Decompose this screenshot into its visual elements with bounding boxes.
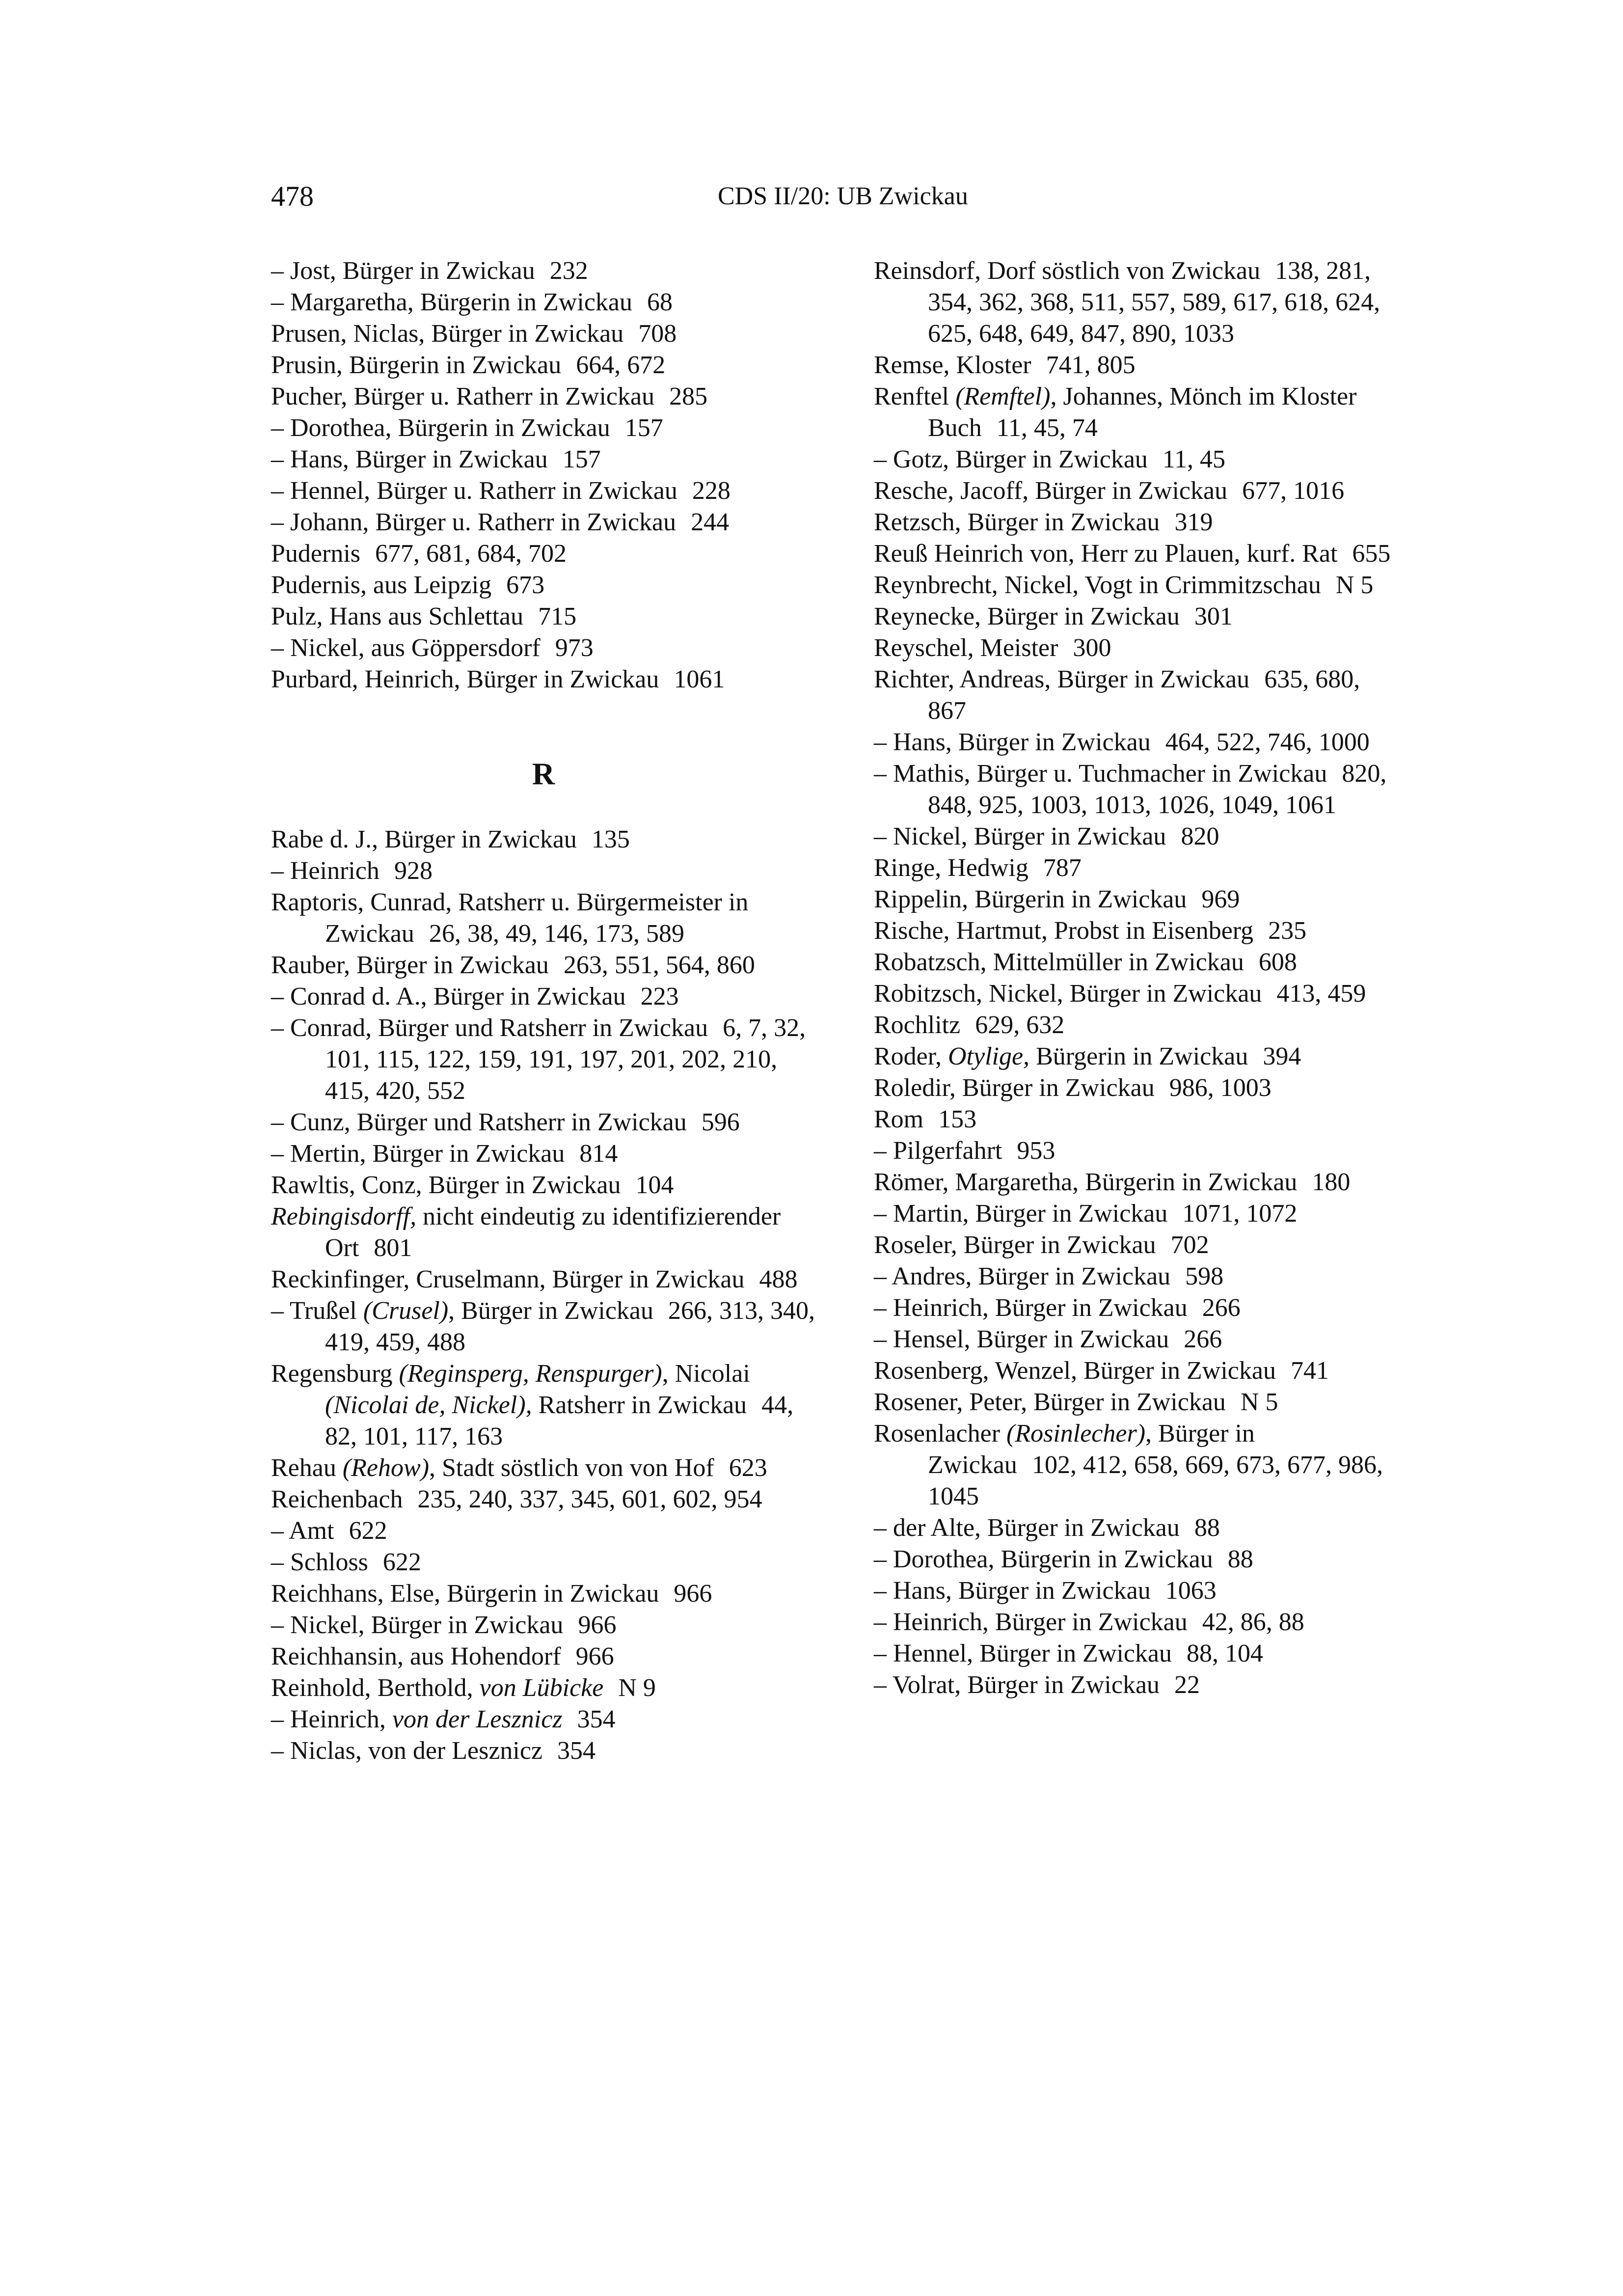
entry-text: Roledir, Bürger in Zwickau <box>874 1074 1155 1102</box>
entry-text: – Mertin, Bürger in Zwickau <box>271 1140 565 1168</box>
entry-page-refs: 104 <box>635 1171 674 1199</box>
entry-text: Reichhansin, aus Hohendorf <box>271 1642 561 1670</box>
entries-r <box>271 824 821 1767</box>
index-entry <box>874 1292 1404 1324</box>
index-entry <box>271 570 816 601</box>
index-entry <box>271 1515 816 1547</box>
entry-text: Reinhold, Berthold, <box>271 1674 480 1702</box>
entry-page-refs: 464, 522, 746, 1000 <box>1165 728 1370 756</box>
entry-page-refs: 153 <box>938 1105 977 1133</box>
entry-text: – Hennel, Bürger u. Ratherr in Zwickau <box>271 477 677 505</box>
index-entry <box>271 1547 816 1578</box>
entry-text: – Nickel, Bürger in Zwickau <box>271 1611 564 1639</box>
entry-page-refs: 413, 459 <box>1276 980 1366 1008</box>
entry-page-refs: 973 <box>555 634 594 662</box>
entry-text: Rische, Hartmut, Probst in Eisenberg <box>874 917 1254 945</box>
entry-text: Purbard, Heinrich, Bürger in Zwickau <box>271 665 659 693</box>
entry-text: – Dorothea, Bürgerin in Zwickau <box>874 1545 1213 1573</box>
entry-text: – Trußel <box>271 1297 363 1325</box>
page-header <box>271 177 968 216</box>
entry-text: – Conrad d. A., Bürger in Zwickau <box>271 983 626 1011</box>
index-entry <box>271 1170 816 1201</box>
index-entry <box>874 601 1404 632</box>
entry-page-refs: 969 <box>1201 885 1240 913</box>
running-title: CDS II/20: UB Zwickau <box>718 182 968 210</box>
entry-page-refs: 228 <box>692 477 730 505</box>
entry-page-refs: 741, 805 <box>1046 351 1136 379</box>
entry-page-refs: 966 <box>674 1580 712 1608</box>
entry-page-refs: 22 <box>1174 1671 1200 1699</box>
entry-text: – Hans, Bürger in Zwickau <box>874 728 1151 756</box>
entry-text: – Nickel, aus Göppersdorf <box>271 634 541 662</box>
entries-right <box>874 255 1404 1701</box>
entry-text: – Margaretha, Bürgerin in Zwickau <box>271 288 632 316</box>
entry-page-refs: 135 <box>591 825 630 853</box>
entry-italic-text: Rebingisdorff, <box>271 1203 417 1230</box>
index-entry <box>271 255 816 287</box>
index-entry <box>271 381 816 412</box>
index-entry <box>271 855 816 887</box>
index-entry <box>271 950 816 981</box>
index-entry <box>271 1358 816 1452</box>
entry-page-refs: 953 <box>1017 1137 1055 1165</box>
entry-text: Ringe, Hedwig <box>874 854 1028 882</box>
entry-text: – Dorothea, Bürgerin in Zwickau <box>271 414 610 442</box>
index-entry <box>874 1607 1404 1638</box>
entry-text: – Hans, Bürger in Zwickau <box>271 445 548 473</box>
index-entry <box>271 1201 816 1264</box>
entry-page-refs: 394 <box>1263 1042 1301 1070</box>
entry-text: – Heinrich, Bürger in Zwickau <box>874 1294 1188 1322</box>
entry-text: – Hennel, Bürger in Zwickau <box>874 1640 1172 1667</box>
entry-text: – Amt <box>271 1517 334 1545</box>
entry-text: Reuß Heinrich von, Herr zu Plauen, kurf. Rat <box>874 540 1338 568</box>
entry-text: Rippelin, Bürgerin in Zwickau <box>874 885 1187 913</box>
entry-page-refs: 1063 <box>1165 1577 1217 1605</box>
entry-text: – Conrad, Bürger und Ratsherr in Zwickau <box>271 1014 708 1042</box>
entry-italic-text: von der Lesznicz <box>392 1705 563 1733</box>
entry-page-refs: 266 <box>1184 1325 1222 1353</box>
index-entry <box>874 1387 1404 1418</box>
index-entry <box>271 1107 816 1138</box>
entry-text: Römer, Margaretha, Bürgerin in Zwickau <box>874 1168 1298 1196</box>
entry-text: – der Alte, Bürger in Zwickau <box>874 1514 1180 1542</box>
index-entry <box>271 318 816 350</box>
entry-page-refs: 1071, 1072 <box>1182 1200 1298 1228</box>
entry-page-refs: 11, 45 <box>1162 445 1225 473</box>
entry-page-refs: 138, 281, 354, 362, 368, 511, 557, 589, 617, 618, 624, 625, 648, 649, 847, 890, 1033 <box>928 257 1387 348</box>
index-entry <box>874 1355 1404 1387</box>
entry-page-refs: 319 <box>1174 508 1213 536</box>
index-entry <box>874 1544 1404 1575</box>
entry-page-refs: 157 <box>562 445 601 473</box>
index-entry <box>874 444 1404 475</box>
index-entry <box>874 1104 1404 1135</box>
entry-text: Reinsdorf, Dorf söstlich von Zwickau <box>874 257 1261 285</box>
index-entry <box>874 507 1404 538</box>
index-entry <box>874 255 1404 350</box>
index-entry <box>874 381 1404 444</box>
entry-text: – Hensel, Bürger in Zwickau <box>874 1325 1169 1353</box>
entry-italic-text: Otylige, <box>948 1042 1030 1070</box>
entry-page-refs: 263, 551, 564, 860 <box>563 951 755 979</box>
index-entry <box>874 1261 1404 1292</box>
index-entry <box>271 1704 816 1735</box>
entry-page-refs: 966 <box>578 1611 617 1639</box>
entry-text: , Stadt söstlich von von Hof <box>429 1454 714 1482</box>
entry-text: – Pilgerfahrt <box>874 1137 1002 1165</box>
index-entry <box>271 1452 816 1484</box>
entry-text: – Heinrich, <box>271 1705 392 1733</box>
index-entry <box>271 632 816 664</box>
index-entry <box>271 981 816 1012</box>
entry-text: Pudernis, aus Leipzig <box>271 571 492 599</box>
entry-page-refs: 820, 848, 925, 1003, 1013, 1026, 1049, 1061 <box>928 760 1393 819</box>
index-entry <box>271 412 816 444</box>
index-entry <box>874 1041 1404 1072</box>
entry-page-refs: 814 <box>579 1140 618 1168</box>
entry-text: Pudernis <box>271 540 360 568</box>
index-entry <box>874 350 1404 381</box>
index-entry <box>271 350 816 381</box>
entry-text: Regensburg <box>271 1360 399 1388</box>
entry-page-refs: 608 <box>1258 948 1297 976</box>
entry-page-refs: 966 <box>575 1642 614 1670</box>
entry-page-refs: 285 <box>669 383 708 410</box>
index-entry <box>874 1638 1404 1669</box>
entry-page-refs: 598 <box>1185 1262 1224 1290</box>
entry-page-refs: 488 <box>759 1265 798 1293</box>
entry-text: – Heinrich, Bürger in Zwickau <box>874 1608 1188 1636</box>
entry-page-refs: 11, 45, 74 <box>996 414 1098 442</box>
index-entry <box>271 538 816 570</box>
entry-text: Remse, Kloster <box>874 351 1031 379</box>
entry-page-refs: 708 <box>638 320 677 348</box>
entry-page-refs: 928 <box>394 857 433 885</box>
entry-page-refs: 26, 38, 49, 146, 173, 589 <box>429 920 684 948</box>
entry-text: , Nicolai <box>662 1360 757 1388</box>
entry-page-refs: N 5 <box>1240 1388 1278 1416</box>
index-entry <box>874 475 1404 507</box>
entry-text: – Heinrich <box>271 857 379 885</box>
entry-page-refs: 702 <box>1170 1231 1209 1259</box>
entry-page-refs: 715 <box>538 602 577 630</box>
entry-page-refs: 232 <box>549 257 588 285</box>
index-entry <box>874 664 1404 727</box>
entry-page-refs: 677, 1016 <box>1242 477 1345 505</box>
entry-page-refs: 635, 680, 867 <box>928 665 1367 725</box>
entry-page-refs: 157 <box>624 414 663 442</box>
entry-page-refs: 622 <box>349 1517 387 1545</box>
entry-page-refs: 88 <box>1194 1514 1220 1542</box>
index-column-left <box>271 255 821 1767</box>
entry-text: Robatzsch, Mittelmüller in Zwickau <box>874 948 1244 976</box>
index-entry <box>874 947 1404 978</box>
index-entry <box>271 887 816 950</box>
index-entry <box>874 1230 1404 1261</box>
entry-text: Rosenlacher <box>874 1420 1007 1448</box>
entry-page-refs: 301 <box>1194 602 1233 630</box>
entry-page-refs: 180 <box>1312 1168 1351 1196</box>
index-entry <box>271 1578 816 1610</box>
entry-page-refs: 6, 7, 32, 101, 115, 122, 159, 191, 197, 201, 202, 210, 415, 420, 552 <box>325 1014 812 1105</box>
entry-text: Rosener, Peter, Bürger in Zwickau <box>874 1388 1226 1416</box>
entry-text: Rosenberg, Wenzel, Bürger in Zwickau <box>874 1357 1276 1385</box>
entry-page-refs: 664, 672 <box>576 351 666 379</box>
entry-page-refs: 623 <box>729 1454 767 1482</box>
index-entry <box>271 444 816 475</box>
index-entry <box>874 1135 1404 1167</box>
entry-page-refs: 673 <box>506 571 545 599</box>
index-entry <box>874 1010 1404 1041</box>
index-entry <box>271 1735 816 1767</box>
entry-text: – Jost, Bürger in Zwickau <box>271 257 535 285</box>
entry-text: Rom <box>874 1105 924 1133</box>
entry-page-refs: 354 <box>577 1705 616 1733</box>
entry-text: , Bürger in Zwickau <box>448 1297 653 1325</box>
page-number: 478 <box>271 180 314 212</box>
entry-italic-text: von Lübicke <box>479 1674 604 1702</box>
entry-text: Prusen, Niclas, Bürger in Zwickau <box>271 320 624 348</box>
entry-text: , Johannes, Mönch im Kloster Buch <box>928 383 1363 442</box>
entry-text: Rochlitz <box>874 1011 961 1039</box>
entry-text: Bürgerin in Zwickau <box>1029 1042 1248 1070</box>
index-column-right <box>874 255 1404 1701</box>
index-entry <box>874 884 1404 915</box>
entry-page-refs: 266, 313, 340, 419, 459, 488 <box>325 1297 821 1356</box>
entry-page-refs: 42, 86, 88 <box>1202 1608 1304 1636</box>
entry-text: – Gotz, Bürger in Zwickau <box>874 445 1148 473</box>
entry-page-refs: 820 <box>1181 822 1219 850</box>
index-entry <box>271 1012 816 1107</box>
entry-page-refs: 235 <box>1268 917 1307 945</box>
index-entry <box>874 1167 1404 1198</box>
entry-page-refs: 68 <box>647 288 673 316</box>
entry-page-refs: 354 <box>557 1737 596 1765</box>
entries-p <box>271 255 816 695</box>
index-entry <box>271 1295 821 1358</box>
index-entry <box>874 978 1404 1010</box>
index-entry <box>271 1672 816 1704</box>
entry-text: Rawltis, Conz, Bürger in Zwickau <box>271 1171 621 1199</box>
index-entry <box>874 727 1404 758</box>
entry-text: Prusin, Bürgerin in Zwickau <box>271 351 562 379</box>
entry-italic-text: (Rehow) <box>342 1454 430 1482</box>
entry-text: Ratsherr in Zwickau <box>532 1391 747 1419</box>
entry-italic-text: (Crusel) <box>363 1297 449 1325</box>
entry-text: Renftel <box>874 383 956 410</box>
index-entry <box>271 664 816 695</box>
entry-text: Rabe d. J., Bürger in Zwickau <box>271 825 577 853</box>
entry-text: Reynbrecht, Nickel, Vogt in Crimmitzschau <box>874 571 1321 599</box>
index-entry <box>271 1484 816 1515</box>
entry-page-refs: 787 <box>1043 854 1082 882</box>
entry-page-refs: 655 <box>1352 540 1391 568</box>
index-entry <box>271 1264 816 1295</box>
index-entry <box>271 1610 816 1641</box>
entry-page-refs: 986, 1003 <box>1169 1074 1271 1102</box>
entry-text: – Volrat, Bürger in Zwickau <box>874 1671 1160 1699</box>
index-entry <box>874 1669 1404 1701</box>
entry-text: – Martin, Bürger in Zwickau <box>874 1200 1168 1228</box>
entry-text: nicht eindeutig zu identifizierender Ort <box>325 1203 787 1262</box>
entry-page-refs: 102, 412, 658, 669, 673, 677, 986, 1045 <box>928 1451 1389 1510</box>
entry-italic-text: (Reginsperg, Renspurger) <box>399 1360 662 1388</box>
entry-text: – Mathis, Bürger u. Tuchmacher in Zwickau <box>874 760 1327 788</box>
entry-page-refs: 677, 681, 684, 702 <box>375 540 567 568</box>
entry-page-refs: 223 <box>640 983 679 1011</box>
index-entry <box>874 1324 1404 1355</box>
entry-text: Raptoris, Cunrad, Ratsherr u. Bürgermeister in Zwickau <box>271 888 755 948</box>
entry-text: – Cunz, Bürger und Ratsherr in Zwickau <box>271 1108 687 1136</box>
index-entry <box>271 601 816 632</box>
entry-page-refs: 300 <box>1073 634 1111 662</box>
entry-text: Resche, Jacoff, Bürger in Zwickau <box>874 477 1228 505</box>
index-entry <box>874 915 1404 947</box>
index-entry <box>874 758 1404 821</box>
entry-text: – Nickel, Bürger in Zwickau <box>874 822 1166 850</box>
entry-page-refs: 596 <box>701 1108 740 1136</box>
index-entry <box>874 632 1404 664</box>
entry-page-refs: 88 <box>1227 1545 1253 1573</box>
index-entry <box>271 1138 816 1170</box>
section-letter: R <box>532 756 555 791</box>
index-entry <box>271 824 816 855</box>
entry-text: Roder, <box>874 1042 948 1070</box>
entry-text: Rehau <box>271 1454 343 1482</box>
entry-page-refs: 622 <box>382 1548 421 1576</box>
index-entry <box>874 1512 1404 1544</box>
entry-text: – Niclas, von der Lesznicz <box>271 1737 543 1765</box>
index-entry <box>874 570 1404 601</box>
entry-page-refs: 741 <box>1290 1357 1329 1385</box>
entry-text: – Hans, Bürger in Zwickau <box>874 1577 1151 1605</box>
index-entry <box>271 507 816 538</box>
entry-page-refs: N 9 <box>618 1674 656 1702</box>
index-entry <box>874 538 1404 570</box>
entry-page-refs: N 5 <box>1335 571 1374 599</box>
entry-page-refs: 801 <box>374 1234 412 1262</box>
entry-page-refs: 1061 <box>674 665 725 693</box>
entry-text: Retzsch, Bürger in Zwickau <box>874 508 1160 536</box>
entry-text: Reynecke, Bürger in Zwickau <box>874 602 1180 630</box>
entry-text: Roseler, Bürger in Zwickau <box>874 1231 1156 1259</box>
index-entry <box>874 1072 1404 1104</box>
entry-page-refs: 88, 104 <box>1187 1640 1263 1667</box>
entry-page-refs: 244 <box>691 508 730 536</box>
entry-text: Robitzsch, Nickel, Bürger in Zwickau <box>874 980 1262 1008</box>
entry-italic-text: (Remftel) <box>955 383 1051 410</box>
entry-text: Reyschel, Meister <box>874 634 1058 662</box>
entry-italic-text: (Nicolai de, Nickel), <box>325 1391 532 1419</box>
entry-text: Pulz, Hans aus Schlettau <box>271 602 524 630</box>
entry-page-refs: 266 <box>1202 1294 1241 1322</box>
index-entry <box>271 1641 816 1672</box>
entry-page-refs: 235, 240, 337, 345, 601, 602, 954 <box>417 1485 762 1513</box>
entry-text: Rauber, Bürger in Zwickau <box>271 951 549 979</box>
entry-text: Richter, Andreas, Bürger in Zwickau <box>874 665 1250 693</box>
entry-text: Reichenbach <box>271 1485 403 1513</box>
entry-text: – Johann, Bürger u. Ratherr in Zwickau <box>271 508 676 536</box>
entry-italic-text: (Rosinlecher) <box>1006 1420 1146 1448</box>
index-entry <box>874 1198 1404 1230</box>
entry-text: Reichhans, Else, Bürgerin in Zwickau <box>271 1580 659 1608</box>
entry-text: – Andres, Bürger in Zwickau <box>874 1262 1171 1290</box>
index-entry <box>874 852 1404 884</box>
entry-text: – Schloss <box>271 1548 368 1576</box>
entry-text: Reckinfinger, Cruselmann, Bürger in Zwickau <box>271 1265 745 1293</box>
index-entry <box>271 287 816 318</box>
entry-text: , Bürger in Zwickau <box>928 1420 1261 1479</box>
index-entry <box>874 1575 1404 1607</box>
index-entry <box>271 475 816 507</box>
entry-page-refs: 44, 82, 101, 117, 163 <box>325 1391 800 1450</box>
index-entry <box>874 821 1404 852</box>
index-entry <box>874 1418 1404 1512</box>
entry-text: Pucher, Bürger u. Ratherr in Zwickau <box>271 383 655 410</box>
entry-page-refs: 629, 632 <box>975 1011 1065 1039</box>
